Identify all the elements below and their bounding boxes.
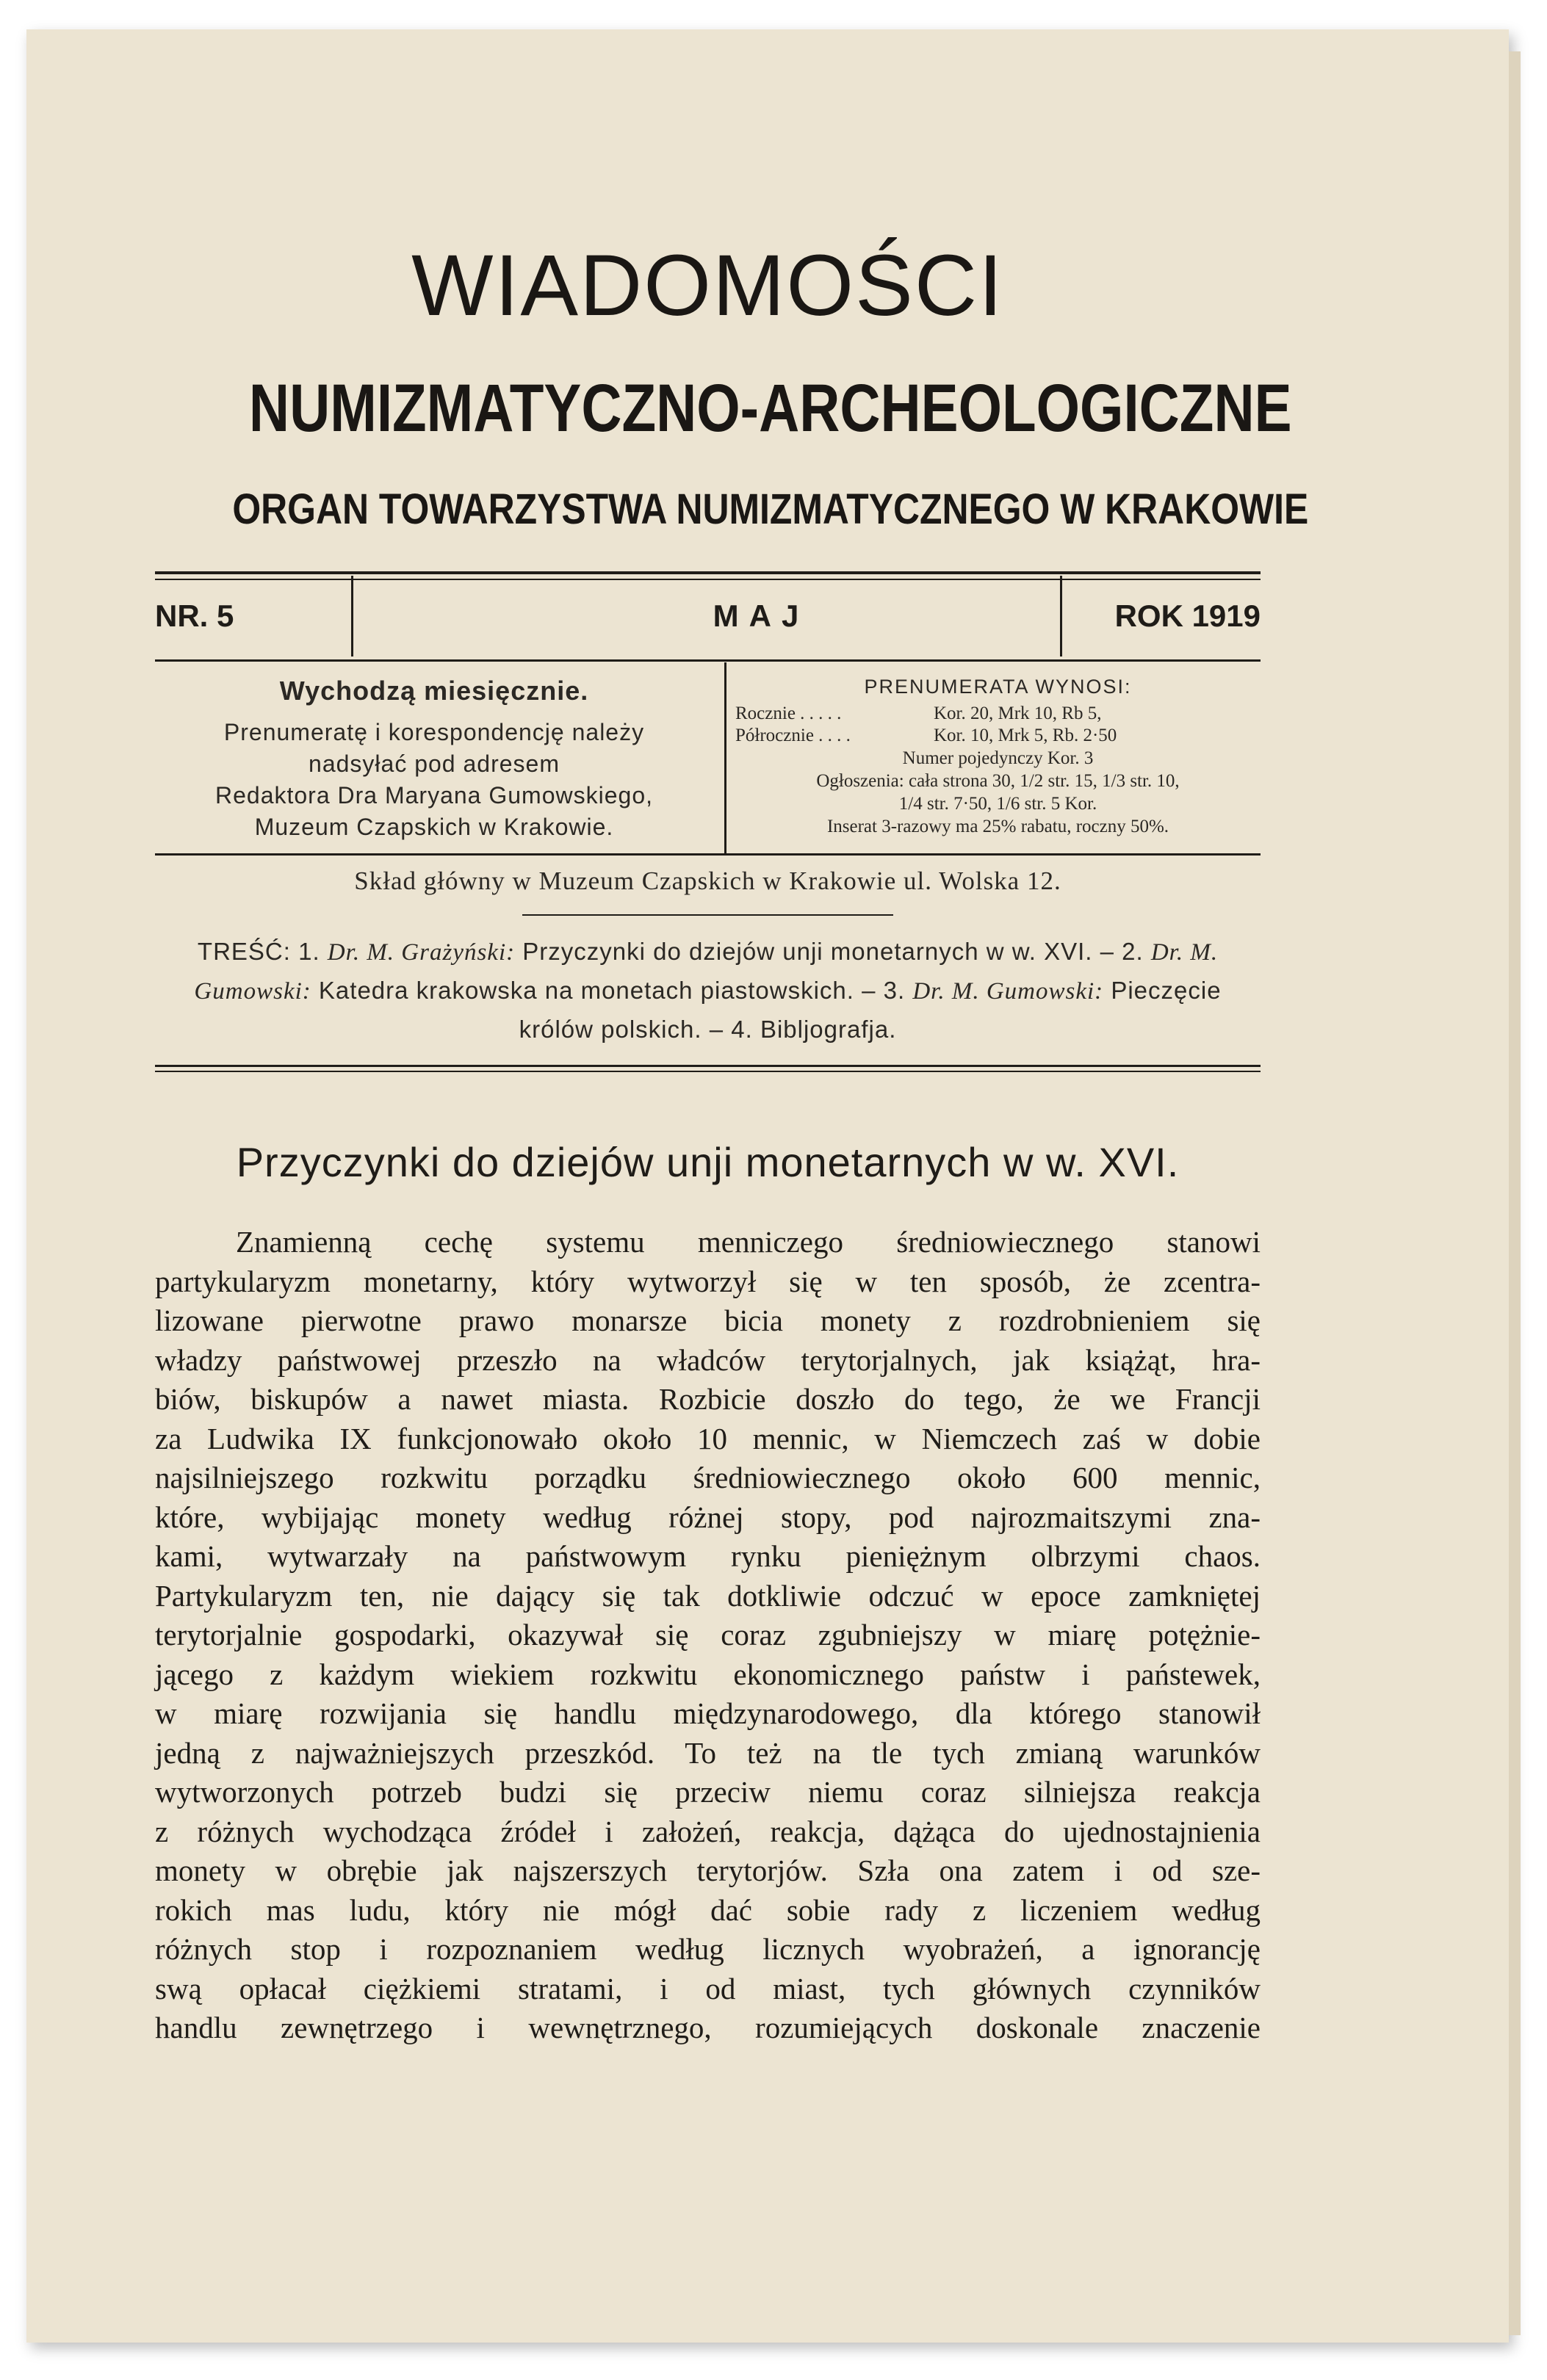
main-depot: Skład główny w Muzeum Czapskich w Krakowie ul. Wolska 12.	[354, 867, 1061, 895]
article-line: różnych stop i rozpoznaniem według licznych wyobrażeń, a ignorancję	[155, 1932, 1261, 1966]
price-value: Kor. 20, Mrk 10, Rb 5,	[934, 703, 1102, 723]
single-issue-price: Numer pojedynczy Kor. 3	[902, 748, 1094, 768]
article-line: jącego z każdym wiekiem rozkwitu ekonomicznego państw i państewek,	[155, 1657, 1261, 1691]
article-line: w miarę rozwijania się handlu międzynarodowego, dla którego stanowił	[155, 1696, 1261, 1730]
contents-rule	[155, 1065, 1261, 1067]
article-line: jedną z najważniejszych przeszkód. To też na tle tych zmianą warunków	[155, 1735, 1261, 1770]
issue-month: MAJ	[713, 598, 809, 633]
contents-item-number: 2.	[1122, 938, 1144, 965]
contents-item-title: Pieczęcie królów polskich. –	[519, 977, 1222, 1043]
issue-divider	[1060, 576, 1062, 657]
article-line: swą opłacał ciężkiemi stratami, i od miast, tych głównych czynników	[155, 1971, 1261, 2005]
issue-number: NR. 5	[155, 598, 234, 633]
info-line: Muzeum Czapskich w Krakowie.	[254, 814, 614, 840]
article-line: które, wybijając monety według różnej stopy, pod najrozmaitszymi zna-	[155, 1500, 1261, 1534]
table-of-contents	[177, 933, 1238, 1049]
contents-item-title: Przyczynki do dziejów unji monetarnych w w. XVI. –	[522, 938, 1114, 965]
article-line: handlu zewnętrzego i wewnętrznego, rozumiejących doskonale znaczenie	[155, 2011, 1261, 2044]
article-line: rokich mas ludu, który nie mógł dać sobie rady z liczeniem według	[155, 1892, 1261, 1927]
info-line: Prenumeratę i korespondencję należy	[223, 719, 645, 745]
masthead-title: WIADOMOŚCI	[411, 237, 1004, 334]
issue-year: ROK 1919	[1114, 598, 1261, 633]
frequency-heading: Wychodzą miesięcznie.	[279, 676, 589, 706]
ads-discount: Inserat 3-razowy ma 25% rabatu, roczny 50%.	[826, 817, 1169, 836]
contents-author: Dr. M. Grażyński:	[327, 939, 516, 966]
article-line: biów, biskupów a nawet miasta. Rozbicie doszło do tego, że we Francji	[155, 1382, 1261, 1416]
article-line: kami, wytwarzały na państwowym rynku pieniężnym olbrzymi chaos.	[155, 1539, 1261, 1573]
subscription-info	[155, 676, 713, 843]
contents-item-number: 3.	[883, 977, 906, 1004]
info-line: nadsyłać pod adresem	[309, 750, 560, 777]
article-line: Znamienną cechę systemu menniczego średniowiecznego stanowi	[236, 1225, 1261, 1259]
contents-item-number: 1.	[298, 938, 320, 965]
magazine-page	[26, 29, 1509, 2343]
depot-rule	[522, 914, 893, 916]
contents-rule-thin	[155, 1071, 1261, 1072]
contents-item-title: Bibljografja.	[760, 1016, 897, 1043]
article-line: za Ludwika IX funkcjonowało około 10 mennic, w Niemczech zaś w dobie	[155, 1421, 1261, 1455]
issue-row	[155, 576, 1261, 657]
price-label: Półrocznie . . . .	[735, 726, 851, 745]
masthead-rule-top	[155, 571, 1261, 574]
article-line: najsilniejszego rozkwitu porządku średniowiecznego około 600 mennic,	[155, 1461, 1261, 1494]
price-value: Kor. 10, Mrk 5, Rb. 2·50	[934, 726, 1117, 745]
contents-item-number: 4.	[731, 1016, 753, 1043]
masthead-organ: ORGAN TOWARZYSTWA NUMIZMATYCZNEGO W KRAKOWIE	[232, 485, 1309, 533]
contents-item-title: Katedra krakowska na monetach piastowskich. –	[318, 977, 876, 1004]
price-label: Rocznie . . . . .	[735, 703, 842, 723]
article-line: z różnych wychodząca źródeł i założeń, reakcja, dążąca do ujednostajnienia	[155, 1814, 1261, 1848]
masthead-subtitle: NUMIZMATYCZNO-ARCHEOLOGICZNE	[248, 371, 1292, 446]
info-rule-bottom	[155, 853, 1261, 856]
article-line: lizowane pierwotne prawo monarsze bicia monety z rozdrobnieniem się	[155, 1303, 1261, 1337]
article-body	[155, 1223, 1261, 2048]
article-line: władzy państwowej przeszło na władców terytorjalnych, jak książąt, hra-	[155, 1342, 1261, 1377]
price-row	[735, 703, 1261, 725]
price-info	[735, 676, 1261, 838]
contents-author: Dr. M. Gumowski:	[912, 978, 1104, 1005]
article-line: partykularyzm monetarny, który wytworzył się w ten sposób, że zcentra-	[155, 1264, 1261, 1298]
page-edge	[1509, 51, 1521, 2335]
info-divider	[724, 662, 726, 853]
article-line: terytorjalnie gospodarki, okazywał się coraz zgubniejszy w miarę potężnie-	[155, 1618, 1261, 1652]
price-heading: PRENUMERATA WYNOSI:	[864, 676, 1132, 698]
article-title: Przyczynki do dziejów unji monetarnych w w. XVI.	[236, 1139, 1180, 1185]
contents-label: TREŚĆ:	[197, 938, 291, 965]
ads-pricing: Ogłoszenia: cała strona 30, 1/2 str. 15, 1/3 str. 10,	[816, 771, 1180, 791]
price-row	[735, 725, 1261, 747]
issue-rule-bottom	[155, 659, 1261, 662]
article-line: Partykularyzm ten, nie dający się tak dotkliwie odczuć w epoce zamkniętej	[155, 1578, 1261, 1613]
article-line: monety w obrębie jak najszerszych terytorjów. Szła ona zatem i od sze-	[155, 1853, 1261, 1887]
article-line: wytworzonych potrzeb budzi się przeciw niemu coraz silniejsza reakcja	[155, 1775, 1261, 1809]
ads-pricing: 1/4 str. 7·50, 1/6 str. 5 Kor.	[898, 794, 1097, 814]
info-line: Redaktora Dra Maryana Gumowskiego,	[214, 782, 653, 809]
contents-author: Dr. M. Gumowski:	[194, 939, 1219, 1005]
